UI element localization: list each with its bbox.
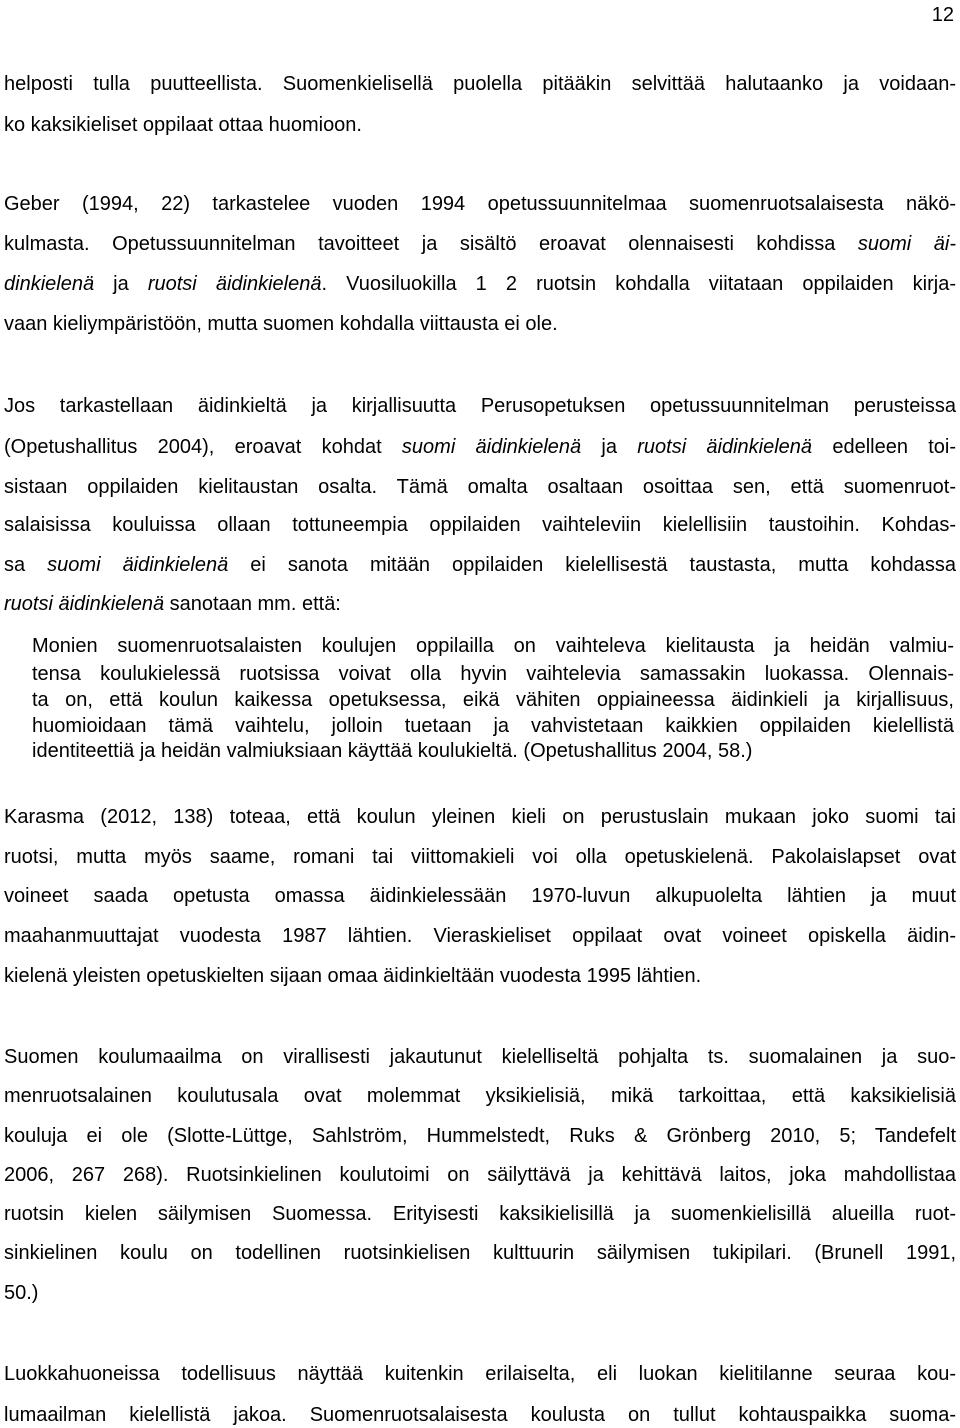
text-run: ko kaksikieliset oppilaat ottaa huomioon. [4,114,362,136]
text-run: Luokkahuoneissa todellisuus näyttää kuitenkin erilaiselta, eli luokan kielitilanne seuraa kou- [4,1363,956,1385]
text-run: sa [4,554,48,576]
text-line [4,1083,956,1109]
italic-text: ruotsi äidinkielenä [147,273,322,295]
text-line [4,804,956,830]
text-line [4,512,956,538]
text-line [4,1280,956,1306]
text-run: ei sanota mitään oppilaiden kielellisestä taustasta, mutta kohdassa [228,554,956,576]
text-run: voineet saada opetusta omassa äidinkielessään 1970-luvun alkupuolelta lähtien ja muut [4,885,956,907]
text-line [4,552,956,578]
text-run: ta on, että koulun kaikessa opetuksessa, eikä vähiten oppiaineessa äidinkieli ja kirjallisuus, [32,689,954,711]
text-line [4,591,956,617]
text-run: huomioidaan tämä vaihtelu, jolloin tuetaan ja vahvistetaan kaikkien oppilaiden kielellistä [32,715,954,737]
text-line [4,112,956,138]
text-line [4,434,956,460]
text-run: kouluja ei ole (Slotte-Lüttge, Sahlström, Hummelstedt, Ruks & Grönberg 2010, 5; Tandefelt [4,1125,956,1147]
text-run: tensa koulukielessä ruotsissa voivat olla hyvin vaihtelevia samassakin luokassa. Olennais- [32,663,954,685]
text-run: Suomen koulumaailma on virallisesti jakautunut kielelliseltä pohjalta ts. suomalainen ja suo- [4,1046,956,1068]
text-run: kulmasta. Opetussuunnitelman tavoitteet ja sisältö eroavat olennaisesti kohdissa [4,233,858,255]
text-run: sistaan oppilaiden kielitaustan osalta. Tämä omalta osaltaan osoittaa sen, että suomenruot- [4,476,956,498]
text-line [4,1162,956,1188]
text-line [4,271,956,297]
italic-text: ruotsi äidinkielenä [4,593,165,615]
text-line [4,923,956,949]
text-run: menruotsalainen koulutusala ovat molemmat yksikielisiä, mikä tarkoittaa, että kaksikielisiä [4,1085,956,1107]
text-run: salaisissa kouluissa ollaan tottuneempia oppilaiden vaihteleviin kielellisiin taustoihin. Kohdas- [4,514,956,536]
text-line [4,844,956,870]
text-line [4,1201,956,1227]
text-run: ja [581,436,638,458]
text-run: ja [94,273,148,295]
quote-line [32,713,954,739]
text-line [4,1240,956,1266]
text-line [4,474,956,500]
text-run: sinkielinen koulu on todellinen ruotsinkielisen kulttuurin säilymisen tukipilari. (Brunell 1991, [4,1242,956,1264]
text-line [4,71,956,97]
text-line [4,191,956,217]
text-run: . Vuosiluokilla 1 2 ruotsin kohdalla viitataan oppilaiden kirja- [321,273,956,295]
text-line [4,311,956,337]
text-run: Geber (1994, 22) tarkastelee vuoden 1994 opetussuunnitelmaa suomenruotsalaisesta näkö- [4,193,956,215]
text-run: (Opetushallitus 2004), eroavat kohdat [4,436,402,458]
text-line [4,1123,956,1149]
quote-line [32,661,954,687]
text-run: 50.) [4,1282,39,1304]
text-run: identiteettiä ja heidän valmiuksiaan käyttää koulukieltä. (Opetushallitus 2004, 58.) [32,740,753,762]
page-number: 12 [931,4,954,26]
italic-text: suomi äi- [857,233,956,255]
text-line [4,883,956,909]
text-run: ruotsin kielen säilymisen Suomessa. Erityisesti kaksikielisillä ja suomenkielisillä alueilla ruot- [4,1203,956,1225]
text-run: kielenä yleisten opetuskielten sijaan omaa äidinkieltään vuodesta 1995 lähtien. [4,965,702,987]
text-run: lumaailman kielellistä jakoa. Suomenruotsalaisesta koulusta on tullut kohtauspaikka suoma- [4,1404,956,1426]
italic-text: suomi äidinkielenä [47,554,229,576]
text-run: maahanmuuttajat vuodesta 1987 lähtien. Vieraskieliset oppilaat ovat voineet opiskella äidin- [4,925,956,947]
text-line [4,231,956,257]
text-run: 2006, 267 268). Ruotsinkielinen koulutoimi on säilyttävä ja kehittävä laitos, joka mahdollistaa [4,1164,956,1186]
text-run: vaan kieliympäristöön, mutta suomen kohdalla viittausta ei ole. [4,313,558,335]
text-run: helposti tulla puutteellista. Suomenkielisellä puolella pitääkin selvittää halutaanko ja voidaan- [4,73,956,95]
text-line [4,393,956,419]
quote-line [32,633,954,659]
italic-text: suomi äidinkielenä [401,436,582,458]
text-run: Jos tarkastellaan äidinkieltä ja kirjallisuutta Perusopetuksen opetussuunnitelman perusteissa [4,395,956,417]
text-line [4,1044,956,1070]
italic-text: ruotsi äidinkielenä [637,436,813,458]
text-line [4,963,956,989]
text-run: sanotaan mm. että: [164,593,341,615]
text-run: Monien suomenruotsalaisten koulujen oppilailla on vaihteleva kielitausta ja heidän valmiu- [32,635,954,657]
text-line [4,1402,956,1428]
text-line [4,1361,956,1387]
text-run: edelleen toi- [812,436,956,458]
text-run: ruotsi, mutta myös saame, romani tai viittomakieli voi olla opetuskielenä. Pakolaislapset ovat [4,846,956,868]
quote-line [32,687,954,713]
text-run: Karasma (2012, 138) toteaa, että koulun yleinen kieli on perustuslain mukaan joko suomi tai [4,806,956,828]
quote-line [32,738,954,764]
italic-text: dinkielenä [4,273,95,295]
